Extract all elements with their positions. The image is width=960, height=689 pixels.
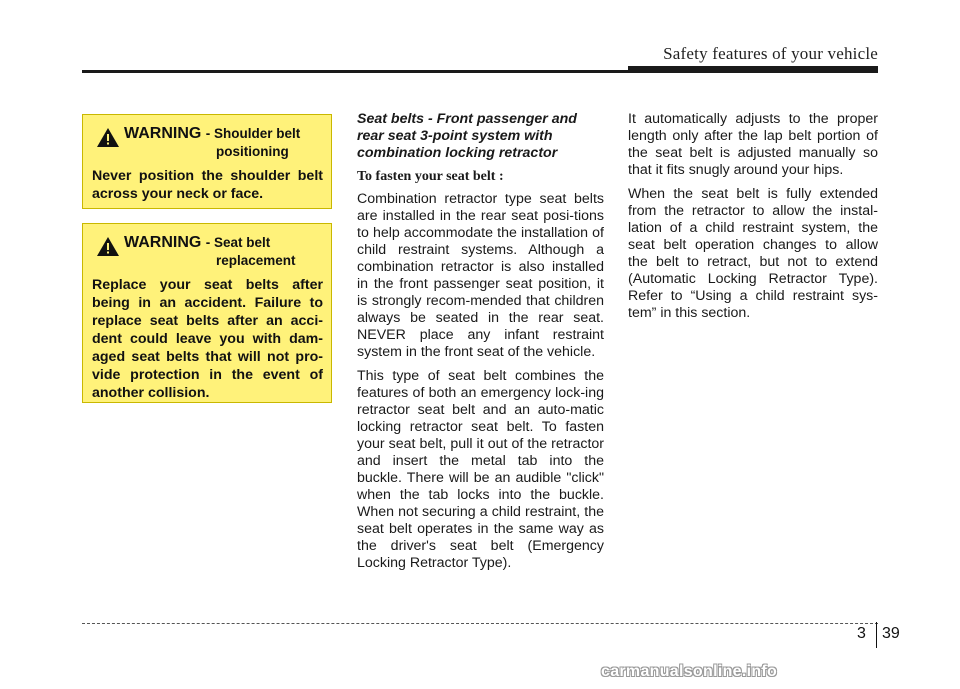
page-header-title: Safety features of your vehicle <box>663 44 878 63</box>
warning-header <box>92 234 323 274</box>
paragraph: When the seat belt is fully extended from the retractor to allow the instal-lation of a child restraint system, the seat belt operation changes to allow the belt to retract, but not to extend (Automatic Locking Retractor Type). Refer to “Using a child restraint sys-tem” in this section. <box>628 186 878 321</box>
footer-rule <box>82 623 878 624</box>
warning-label: WARNING <box>124 234 202 251</box>
paragraph: Combination retractor type seat belts are installed in the rear seat posi-tions to help accommodate the installation of child restraint systems. Although a combination retractor is also installed in the front passenger seat position, it is strongly recom-mended that children always be seated in the rear seat. NEVER place any infant restraint system in the front seat of the vehicle. <box>357 191 604 360</box>
warning-box-shoulder-belt <box>82 114 332 209</box>
warning-box-seat-belt-replacement <box>82 223 332 403</box>
watermark: carmanualsonline.info <box>601 663 778 680</box>
paragraph: This type of seat belt combines the features of both an emergency lock-ing retractor seat belt and an auto-matic locking retractor seat belt. To fasten your seat belt, pull it out of the retractor and insert the metal tab into the buckle. There will be an audible "click" when the tab locks into the buckle. When not securing a child restraint, the seat belt operates in the same way as the driver's seat belt (Emergency Locking Retractor Type). <box>357 368 604 571</box>
header-rule-accent <box>628 66 878 73</box>
warning-subtitle-continued: positioning <box>216 144 289 159</box>
warning-subtitle: - Seat belt <box>205 235 271 250</box>
sub-heading: To fasten your seat belt : <box>357 169 504 184</box>
warning-body: Replace your seat belts after being in an accident. Failure to replace seat belts after an acci-dent could leave you with dam-aged seat belts that will not pro-vide protection in the event of another collision. <box>92 277 323 401</box>
section-title: Seat belts - Front passenger and rear seat 3-point system with combination locking retractor <box>357 111 577 161</box>
footer-divider <box>876 622 877 648</box>
chapter-number: 3 <box>857 625 866 642</box>
warning-triangle-icon <box>96 127 120 148</box>
content-column-right <box>628 111 878 329</box>
paragraph: It automatically adjusts to the proper length only after the lap belt portion of the seat belt is adjusted manually so that it fits snugly around your hips. <box>628 111 878 178</box>
warning-label: WARNING <box>124 125 202 142</box>
content-column-middle <box>357 111 604 579</box>
warning-subtitle-continued: replacement <box>216 253 296 268</box>
page-number: 39 <box>882 625 900 642</box>
warning-body: Never position the shoulder belt across your neck or face. <box>92 168 323 202</box>
warning-subtitle: - Shoulder belt <box>205 126 301 141</box>
warning-triangle-icon <box>96 236 120 257</box>
warning-header <box>92 125 323 165</box>
